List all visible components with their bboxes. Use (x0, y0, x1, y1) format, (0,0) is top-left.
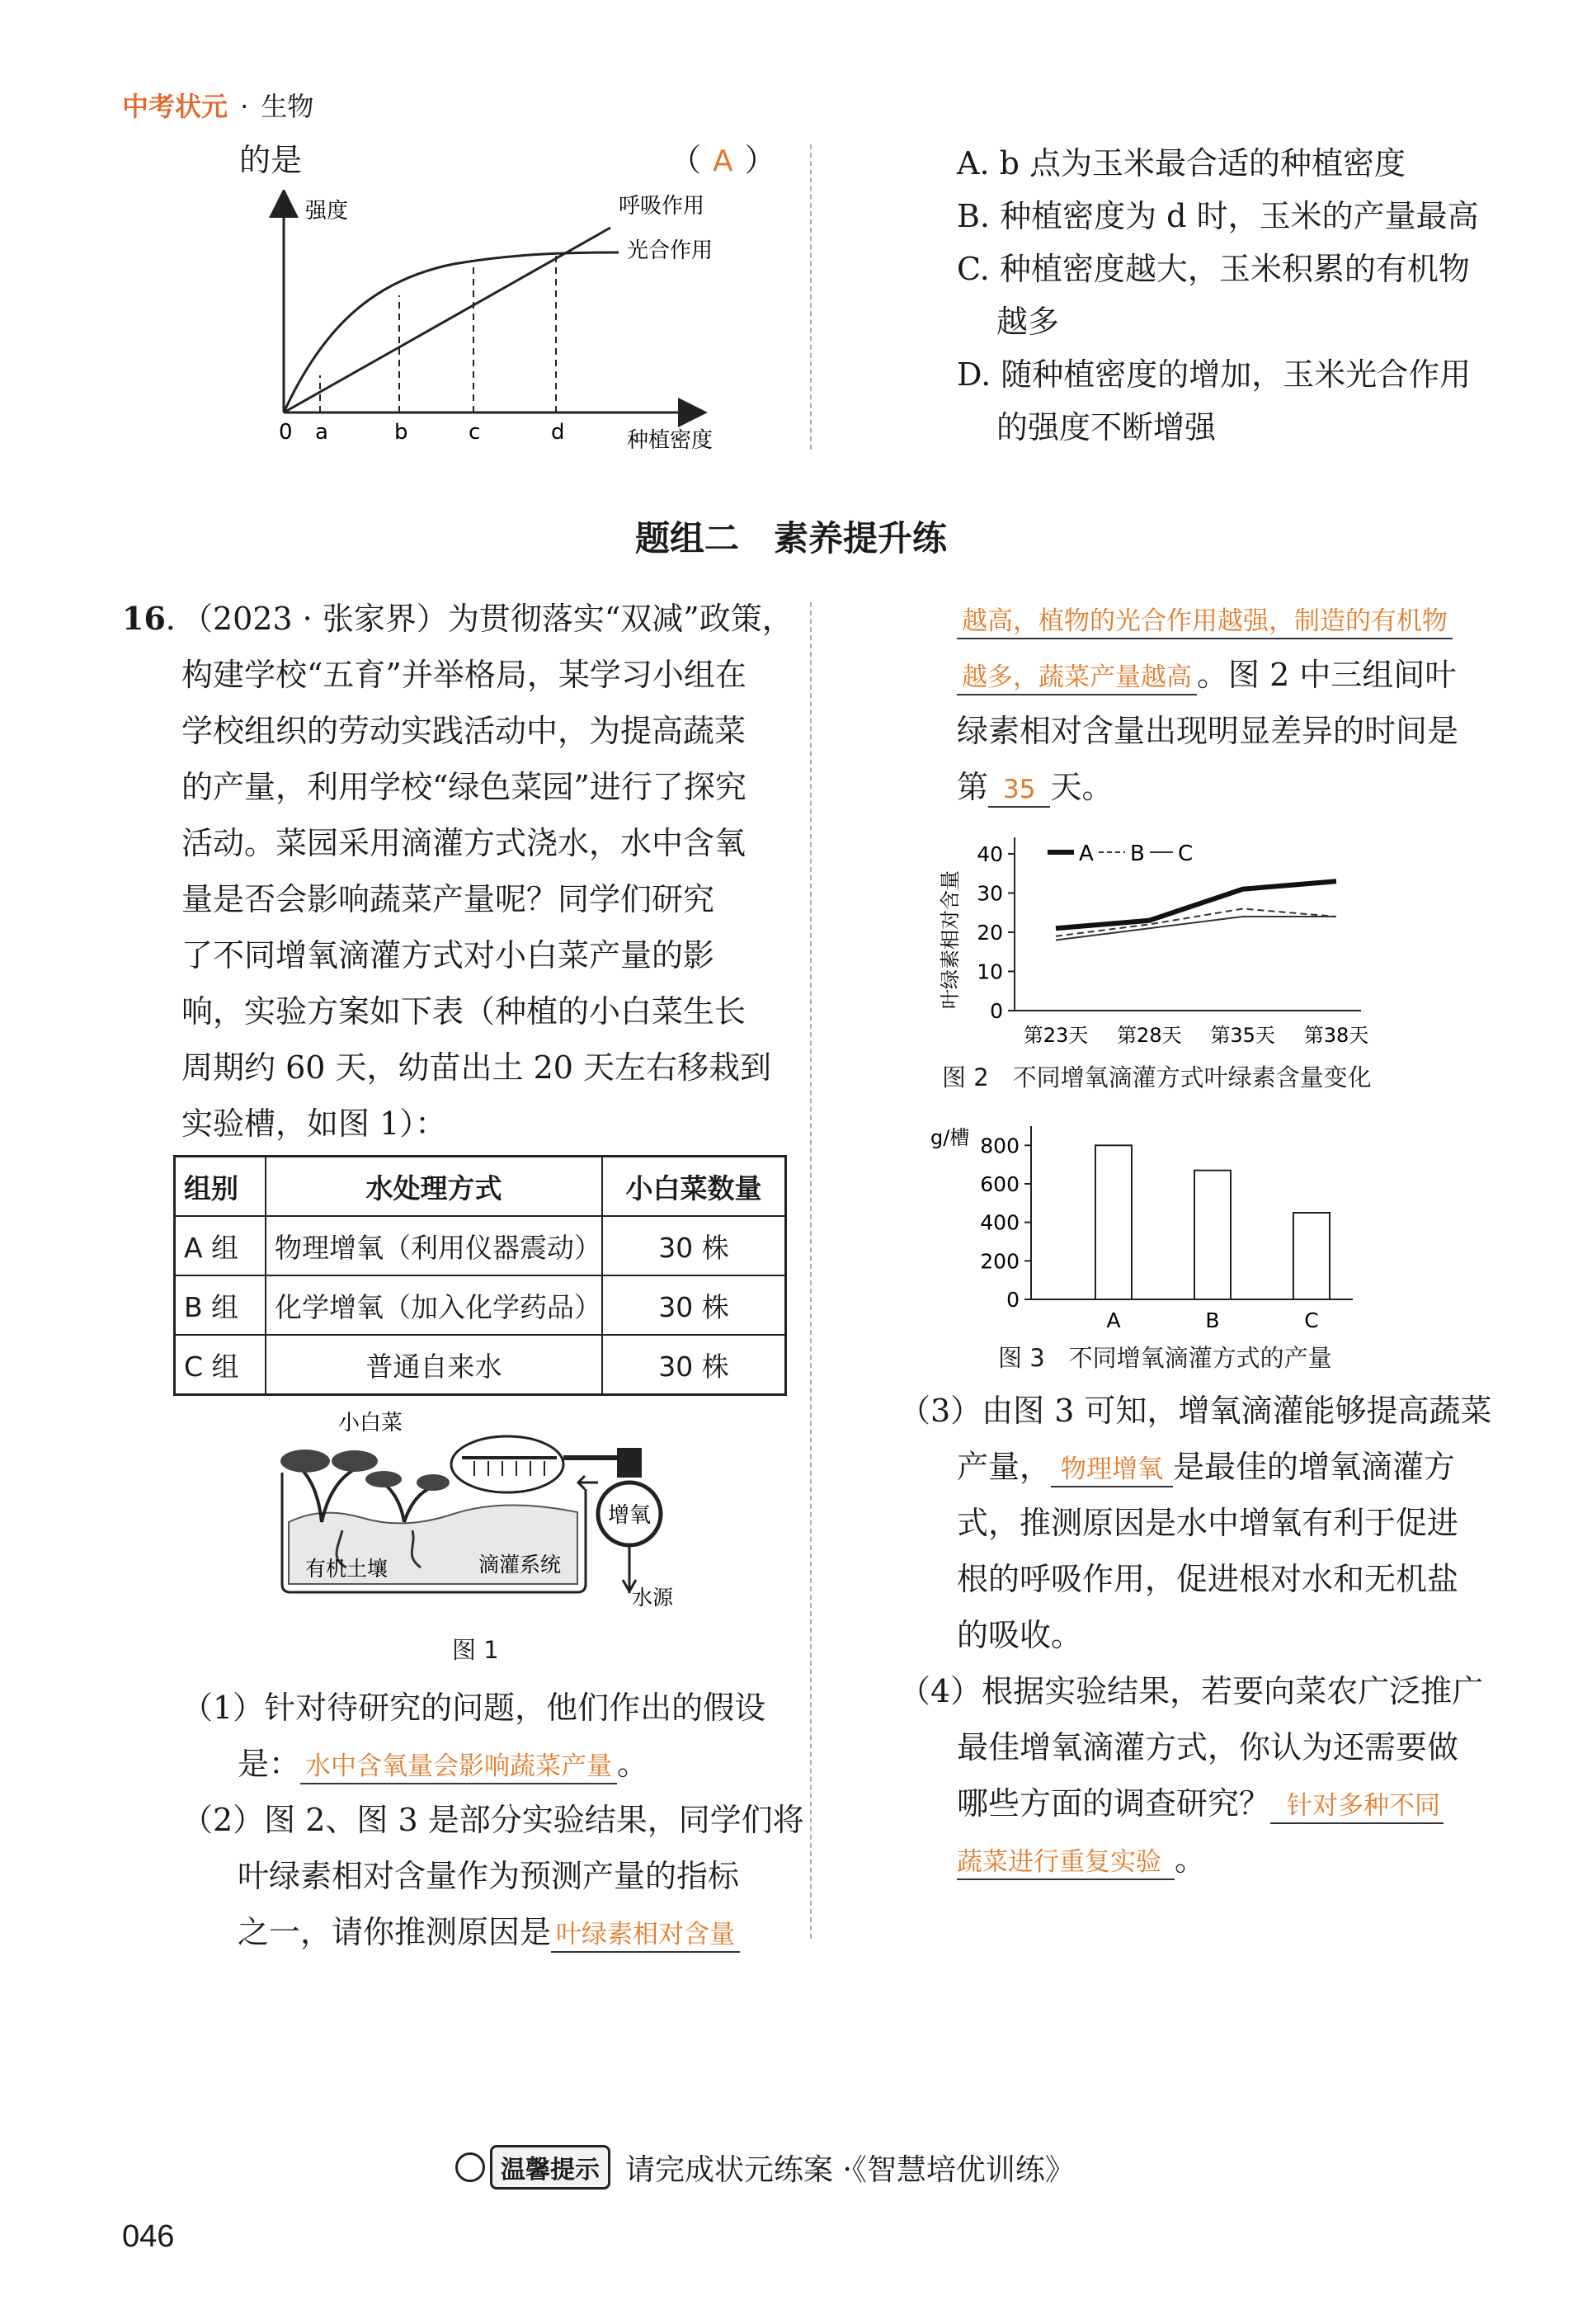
fig3-y-label: g/槽 (930, 1126, 970, 1149)
fig2-caption: 图 2 不同增氧滴灌方式叶绿素含量变化 (942, 1063, 1372, 1091)
fig3-ytick-label: 800 (980, 1134, 1020, 1158)
fig3-bar-C (1293, 1213, 1330, 1299)
fig2-ytick-label: 20 (977, 921, 1003, 945)
column-divider-main (810, 602, 812, 1939)
q15-option-c1: C. 种植密度越大，玉米积累的有机物 (957, 251, 1470, 287)
q15-answer-paren (670, 132, 776, 190)
fig2-xtick-label: 第35天 (1210, 1024, 1275, 1047)
q15-photosynthesis-curve (284, 252, 619, 412)
q16-sub3-line1: （3）由图 3 可知，增氧滴灌能够提高蔬菜 (899, 1393, 1492, 1429)
header-dot: · (240, 91, 249, 122)
table-cell: 物理增氧（利用仪器震动） (266, 1216, 602, 1275)
q16-sub1-line1: （1）针对待研究的问题，他们作出的假设 (181, 1690, 766, 1726)
q16-sub3-answer: 物理增氧 (1051, 1453, 1173, 1487)
q16-sub3-line3: 式，推测原因是水中增氧有利于促进 (957, 1505, 1459, 1541)
fig3-bar-B (1194, 1171, 1231, 1299)
fig2-ytick-label: 0 (990, 999, 1003, 1023)
legend-a: A (1079, 841, 1094, 866)
table-header: 小白菜数量 (602, 1157, 786, 1217)
fig3-chart (924, 1110, 1386, 1341)
table-cell: 普通自来水 (266, 1335, 602, 1395)
q16-sub2-day-prefix: 第 (957, 769, 989, 805)
fig1-drip-system (451, 1436, 627, 1492)
table-header: 组别 (175, 1157, 266, 1217)
q15-y-label: 强度 (305, 199, 349, 224)
q16-sub4-line4 (957, 1831, 1206, 1888)
q16-sub4-answer-part2: 蔬菜进行重复实验 (957, 1846, 1175, 1880)
q15-respiration-line (284, 228, 610, 412)
table-cell: A 组 (175, 1216, 266, 1275)
q15-tick-b: b (394, 420, 408, 445)
q15-option-c2: 越多 (996, 304, 1060, 340)
q16-sub4-line3 (957, 1775, 1443, 1831)
brand-logo: 中考状元 (122, 91, 228, 122)
q16-sub2-answer-part1: 叶绿素相对含量 (551, 1918, 740, 1953)
q16-sub2-after: 。图 2 中三组间叶 (1197, 657, 1457, 693)
footer-tip (455, 2145, 1075, 2190)
q16-sub2-line2: 叶绿素相对含量作为预测产量的指标 (238, 1858, 740, 1894)
q16-sub2-line3-prefix: 之一，请你推测原因是 (238, 1914, 552, 1950)
q15-graph (264, 190, 759, 462)
table-row (175, 1335, 786, 1395)
q16-sub4-answer-part1: 针对多种不同 (1270, 1789, 1443, 1824)
table-row (175, 1216, 786, 1275)
q16-sub2-day-line (957, 759, 1113, 815)
q16-stem-line: 学校组织的劳动实践活动中，为提高蔬菜 (181, 713, 746, 749)
table-cell: 30 株 (602, 1275, 786, 1335)
column-divider-top (810, 144, 812, 450)
fig1-label-drip: 滴灌系统 (478, 1553, 562, 1577)
q16-sub4-line2: 最佳增氧滴灌方式，你认为还需要做 (957, 1729, 1459, 1765)
q16-sub3-line2 (957, 1439, 1455, 1495)
table-cell: B 组 (175, 1275, 266, 1335)
fig3-bar-A (1095, 1145, 1132, 1299)
q16-sub3-prefix: 产量， (957, 1449, 1052, 1485)
q16-sub3-line5: 的吸收。 (957, 1617, 1083, 1653)
q15-tick-c: c (469, 420, 481, 445)
q16-stem-line: 构建学校“五育”并举格局，某学习小组在 (181, 657, 746, 693)
paren-close: ） (744, 142, 776, 178)
q15-option-b: B. 种植密度为 d 时，玉米的产量最高 (957, 198, 1479, 234)
legend-c: C (1178, 841, 1194, 866)
q15-label-photosynthesis: 光合作用 (627, 238, 714, 263)
q16-sub4-suffix: 。 (1175, 1841, 1207, 1878)
q16-stem-line: 周期约 60 天，幼苗出土 20 天左右移栽到 (181, 1049, 772, 1086)
q16-sub2-line3 (238, 1904, 740, 1960)
fig1-caption: 图 1 (452, 1636, 499, 1664)
fig2-ytick-label: 40 (977, 842, 1003, 866)
legend-b: B (1130, 841, 1145, 866)
q16-sub1-answer: 水中含氧量会影响蔬菜产量 (300, 1750, 617, 1784)
fig3-ytick-label: 200 (980, 1249, 1020, 1274)
fig1-oxygen-device (598, 1448, 661, 1593)
q16-sub1-suffix: 。 (617, 1746, 649, 1782)
q15-answer: A (713, 144, 733, 178)
q16-sub4-line3-prefix: 哪些方面的调查研究？ (957, 1785, 1271, 1822)
q15-stem-end: 的是 (239, 142, 303, 178)
q16-sub4-line1: （4）根据实验结果，若要向菜农广泛推广 (899, 1673, 1484, 1709)
fig3-caption: 图 3 不同增氧滴灌方式的产量 (998, 1344, 1332, 1372)
q15-x-label: 种植密度 (627, 428, 714, 453)
footer-text: 请完成状元练案 ·《智慧培优训练》 (625, 2152, 1075, 2187)
page-header (122, 86, 313, 124)
fig2-ytick-label: 10 (977, 959, 1003, 984)
table-cell: 30 株 (602, 1335, 786, 1395)
q16-sub2-answer-line3 (957, 647, 1456, 703)
table-header: 水处理方式 (266, 1157, 602, 1217)
fig2-series-C (1056, 917, 1336, 940)
fig3-xtick-label: C (1304, 1308, 1319, 1332)
table-cell: 化学增氧（加入化学药品） (266, 1275, 602, 1335)
fig3-ytick-label: 600 (980, 1172, 1020, 1196)
fig2-legend (1048, 841, 1193, 866)
q16-number: 16 (122, 600, 166, 637)
q16-stem-line: 的产量，利用学校“绿色菜园”进行了探究 (181, 769, 746, 805)
q15-tick-d: d (551, 420, 565, 445)
fig1-illustration (272, 1407, 734, 1621)
table-cell: C 组 (175, 1335, 266, 1395)
fig2-y-label: 叶绿素相对含量 (939, 870, 962, 1009)
q16-sub2-line1: （2）图 2、图 3 是部分实验结果，同学们将 (181, 1802, 804, 1838)
experiment-table (173, 1155, 787, 1396)
table-row (175, 1275, 786, 1335)
fig1-label-cabbage: 小白菜 (338, 1411, 403, 1435)
q15-option-d2: 的强度不断增强 (996, 409, 1217, 445)
fig1-label-water: 水源 (632, 1586, 674, 1610)
q15-origin: 0 (279, 420, 293, 445)
table-header-row (175, 1157, 786, 1217)
q16-sub1-prefix: 是： (238, 1746, 301, 1782)
fig3-xtick-label: A (1106, 1308, 1121, 1332)
q16-stem (122, 591, 794, 1152)
q16-sub2-answer-part3: 越多，蔬菜产量越高 (957, 661, 1197, 695)
fig2-xtick-label: 第38天 (1303, 1024, 1369, 1047)
table-cell: 30 株 (602, 1216, 786, 1275)
q16-sub2-line-c: 绿素相对含量出现明显差异的时间是 (957, 713, 1459, 749)
q16-sub3-line4: 根的呼吸作用，促进根对水和无机盐 (957, 1561, 1459, 1597)
fig2-series-A (1056, 881, 1336, 928)
q16-sub3-after: 是最佳的增氧滴灌方 (1173, 1449, 1456, 1485)
q16-stem-line: 了不同增氧滴灌方式对小白菜产量的影 (181, 937, 715, 973)
q16-sub2-day-answer: 35 (988, 773, 1050, 808)
q16-stem-line: 实验槽，如图 1）： (181, 1105, 447, 1142)
fig3-ytick-label: 400 (980, 1210, 1020, 1235)
q16-stem-line: 响，实验方案如下表（种植的小白菜生长 (181, 993, 746, 1030)
q16-sub2-answer-part2: 越高，植物的光合作用越强，制造的有机物 (957, 605, 1453, 639)
q15-option-d1: D. 随种植密度的增加，玉米光合作用 (957, 356, 1472, 393)
fig2-xtick-label: 第28天 (1117, 1024, 1182, 1047)
fig1-label-oxygen: 增氧 (608, 1503, 652, 1528)
q16-sub1-line2 (238, 1736, 648, 1792)
q16-stem-line: 量是否会影响蔬菜产量呢？同学们研究 (181, 881, 715, 917)
fig2-xtick-label: 第23天 (1023, 1024, 1089, 1047)
footer-badge-icon (455, 2152, 485, 2182)
q15-label-respiration: 呼吸作用 (619, 194, 705, 219)
q16-stem-line: 活动。菜园采用滴灌方式浇水，水中含氧 (181, 825, 746, 861)
page-number: 046 (122, 2219, 175, 2254)
section-title: 题组二 素养提升练 (635, 518, 948, 559)
fig3-ytick-label: 0 (1006, 1288, 1020, 1312)
footer-badge: 温馨提示 (490, 2145, 610, 2190)
fig1-label-soil: 有机土壤 (305, 1557, 389, 1581)
fig3-xtick-label: B (1205, 1308, 1220, 1332)
q16-sub2-answer-line2 (957, 591, 1453, 647)
paren-open: （ (670, 142, 702, 178)
q16-sub2-day-suffix: 天。 (1050, 769, 1114, 805)
q16-stem-line: ．（2023 · 张家界）为贯彻落实“双减”政策， (165, 601, 794, 637)
fig2-ytick-label: 30 (977, 881, 1003, 906)
header-subject: 生物 (261, 91, 314, 122)
fig2-chart (932, 829, 1394, 1052)
q15-option-a: A. b 点为玉米最合适的种植密度 (957, 145, 1406, 181)
q15-tick-a: a (315, 420, 328, 445)
